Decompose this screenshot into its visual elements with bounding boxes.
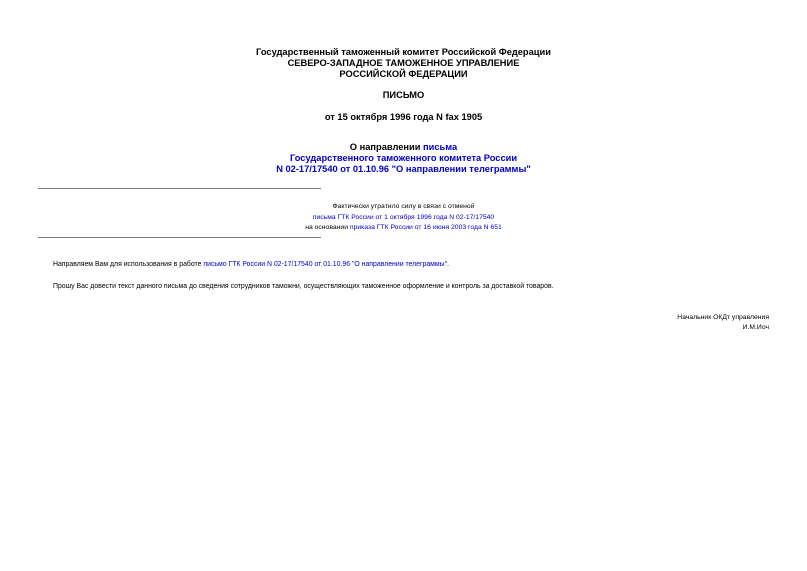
body-paragraph-2: Прошу Вас довести текст данного письма до сведения сотрудников таможни, осуществляющих таможенное оформление и контроль за доставкой товаров. xyxy=(53,283,554,290)
signature-block xyxy=(677,313,769,333)
status-note xyxy=(220,202,587,234)
document-subject xyxy=(0,142,807,175)
paragraph-1-suffix: . xyxy=(447,261,449,268)
status-note-line-3 xyxy=(220,223,587,234)
paragraph-1-link-letter[interactable]: письмо ГТК России N 02-17/17540 от 01.10.96 "О направлении телеграммы" xyxy=(203,261,448,268)
status-note-prefix: на основании xyxy=(305,224,350,231)
signatory-name: И.М.Иоч xyxy=(742,324,769,331)
document-date: от 15 октября 1996 года N fax 1905 xyxy=(324,112,483,122)
org-name-line-1: Государственный таможенный комитет Российской Федерации xyxy=(256,47,551,57)
status-note-line-1: Фактически утратило силу в связи с отменой xyxy=(332,203,475,210)
status-note-link-letter[interactable]: письма ГТК России от 1 октября 1996 года N 02-17/17540 xyxy=(312,213,495,221)
subject-link-letter-number[interactable]: N 02-17/17540 от 01.10.96 "О направлении телеграммы" xyxy=(276,164,531,174)
subject-line-1 xyxy=(0,142,807,153)
subject-link-letter[interactable]: письма xyxy=(423,142,458,152)
status-note-link-order[interactable]: приказа ГТК России от 16 июня 2003 года N 651 xyxy=(349,224,502,231)
org-name-line-2: СЕВЕРО-ЗАПАДНОЕ ТАМОЖЕННОЕ УПРАВЛЕНИЕ xyxy=(287,58,520,68)
body-paragraph-1 xyxy=(53,260,449,269)
document-type: ПИСЬМО xyxy=(382,90,425,100)
divider-bottom xyxy=(38,237,321,238)
subject-link-committee[interactable]: Государственного таможенного комитета России xyxy=(289,153,518,163)
signatory-position: Начальник ОКДт управления xyxy=(677,314,769,321)
divider-top xyxy=(38,188,321,189)
org-name-line-3: РОССИЙСКОЙ ФЕДЕРАЦИИ xyxy=(339,69,468,79)
issuing-organization xyxy=(0,47,807,80)
subject-prefix: О направлении xyxy=(349,142,424,152)
paragraph-1-prefix: Направляем Вам для использования в работе xyxy=(53,261,204,268)
